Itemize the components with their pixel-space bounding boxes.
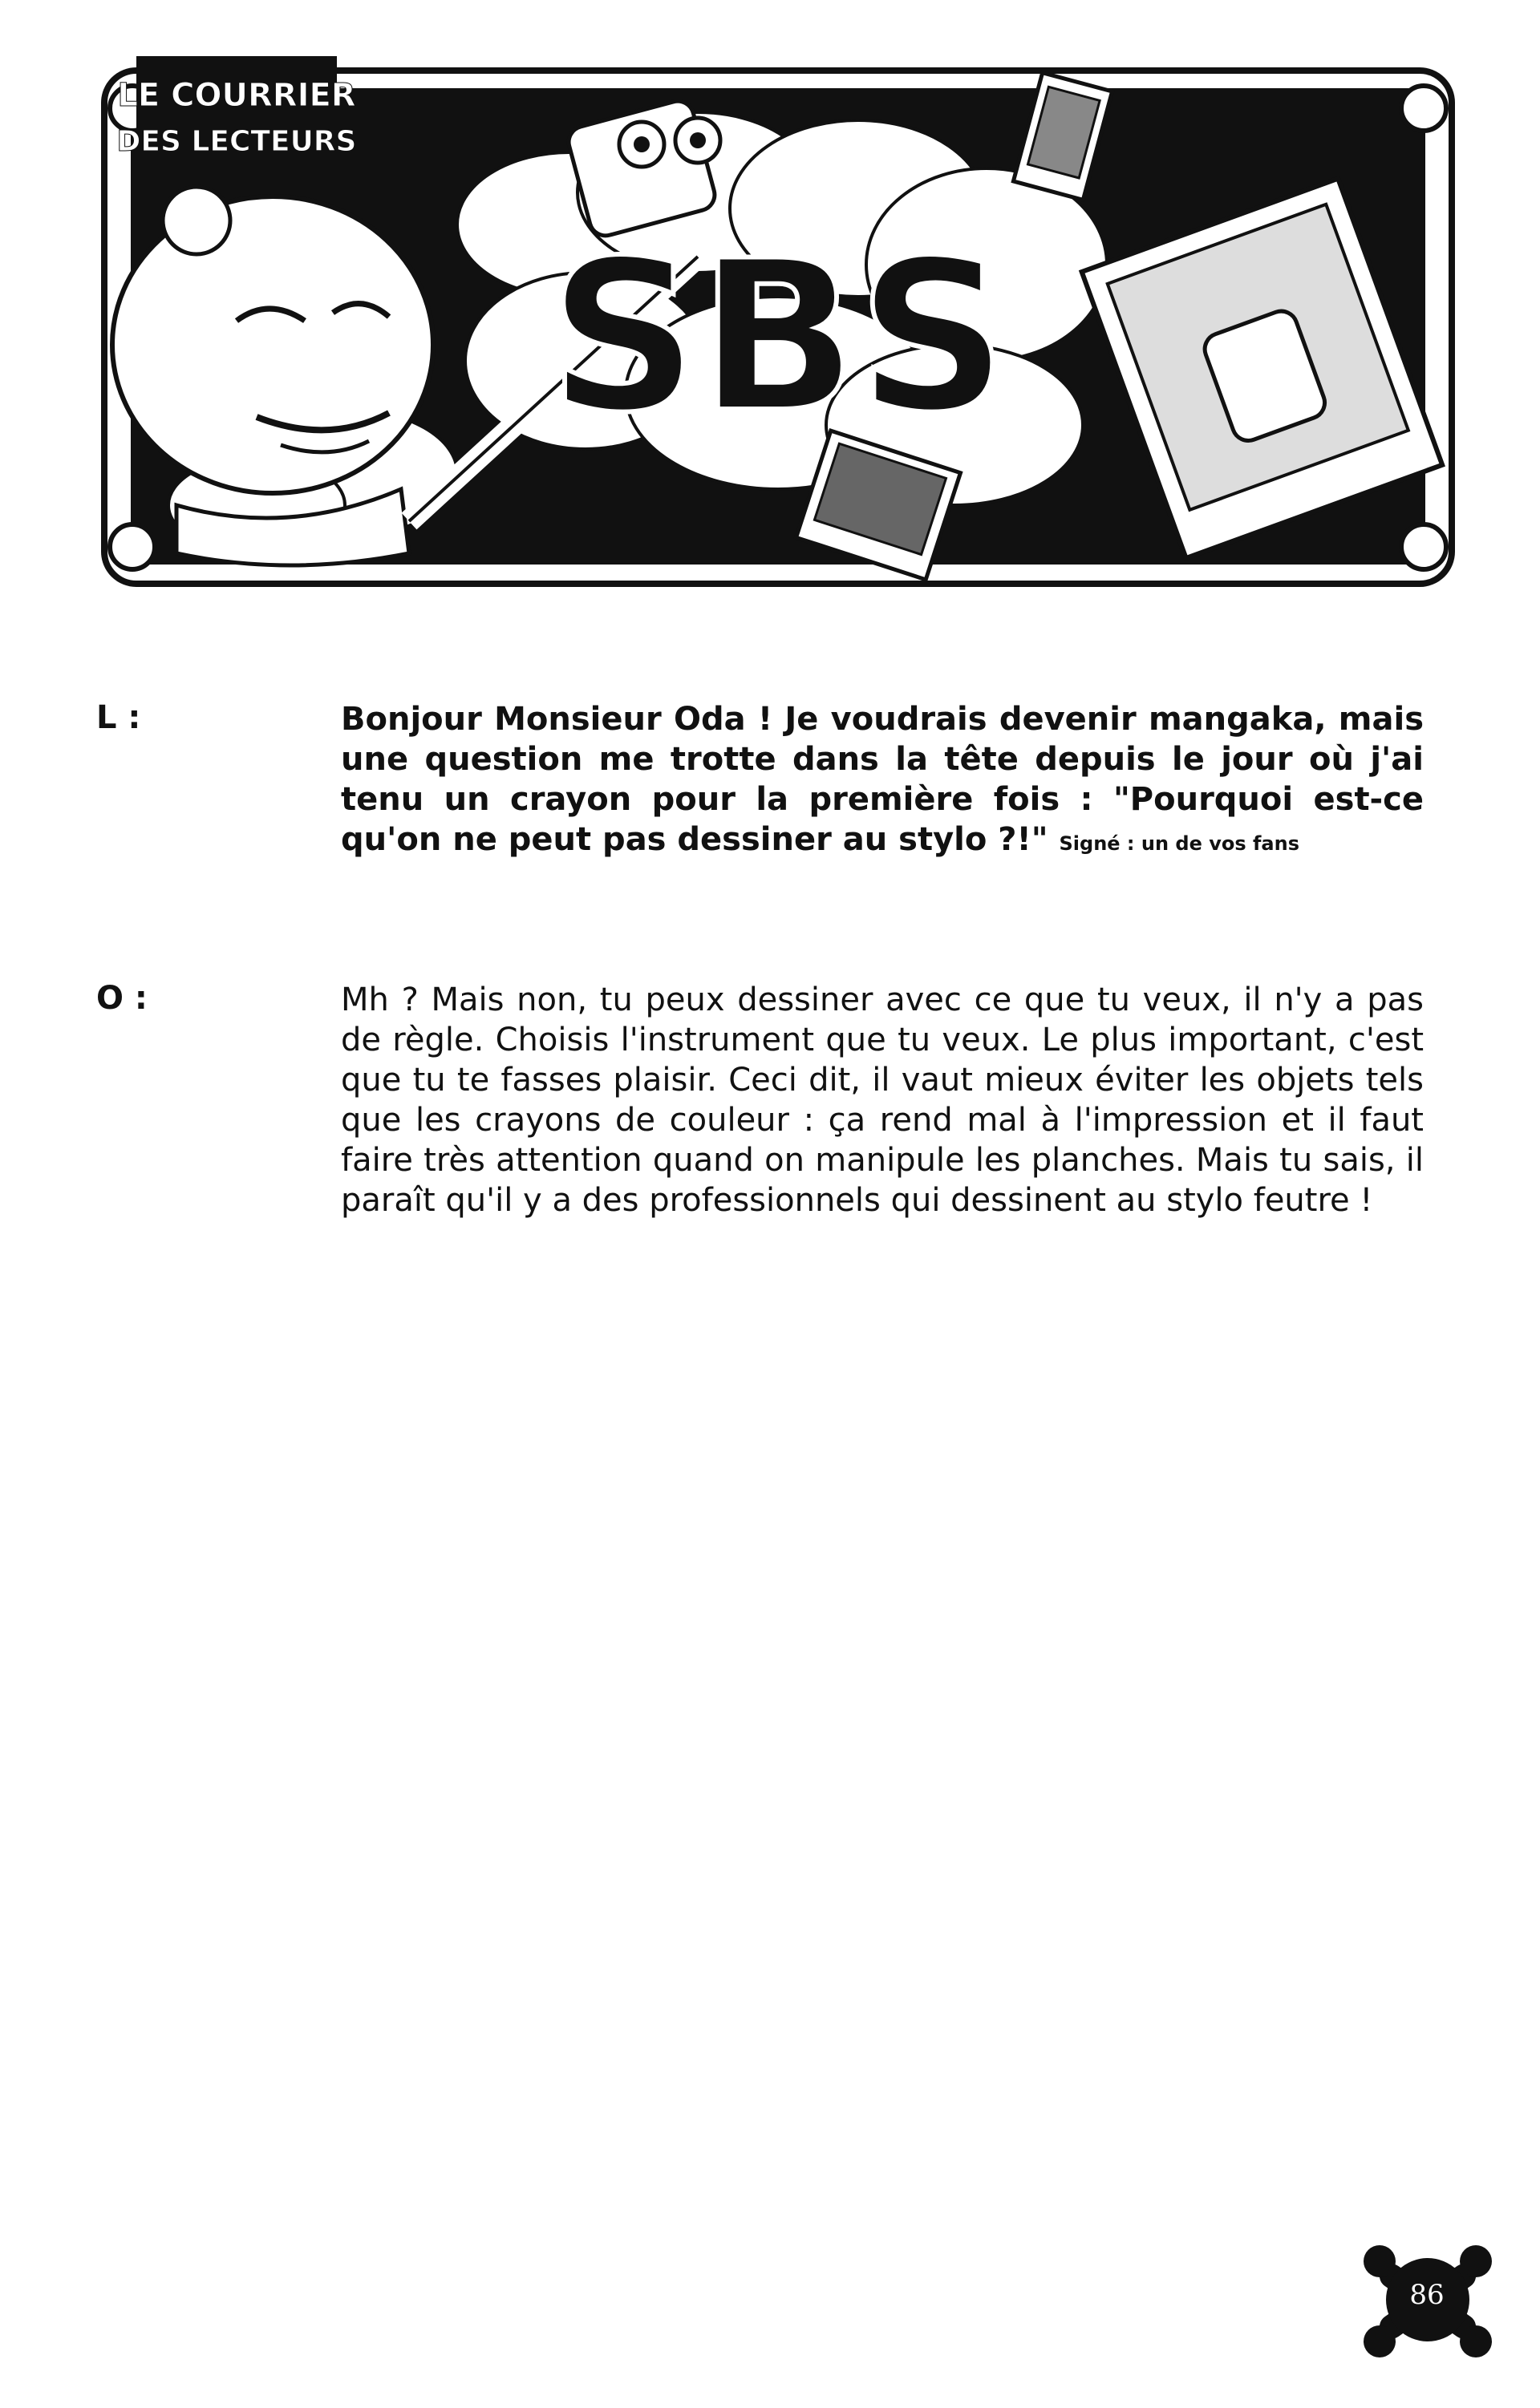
scroll-curl	[1401, 524, 1446, 569]
question-text	[341, 699, 1424, 864]
section-title	[117, 56, 357, 172]
question-speaker: L :	[96, 699, 141, 736]
scroll-curl	[110, 524, 155, 569]
title-line-1: LE COURRIER	[117, 77, 356, 114]
answer-speaker: O :	[96, 980, 148, 1017]
question-body: Bonjour Monsieur Oda ! Je voudrais devenir mangaka, mais une question me trotte dans la tête depuis le jour où j'ai tenu un crayon pour la première fois : "Pourquoi est-ce qu'on ne peut pas dessiner au stylo ?!"	[341, 701, 1424, 858]
question-signature: Signé : un de vos fans	[1059, 832, 1299, 855]
page-number: 86	[1409, 2279, 1445, 2311]
scroll-curl	[1401, 86, 1446, 131]
title-line-2: DES LECTEURS	[116, 125, 357, 158]
sbs-logo: SBS	[548, 217, 1008, 459]
answer-text: Mh ? Mais non, tu peux dessiner avec ce que tu veux, il n'y a pas de règle. Choisis l'instrument que tu veux. Le plus important, c'est que tu te fasses plaisir. Ceci dit, il vaut mieux éviter les objets tels que les crayons de couleur : ça rend mal à l'impression et il faut faire très attention quand on manipule les planches. Mais tu sais, il paraît qu'il y a des professionnels qui dessinent au stylo feutre !	[341, 981, 1424, 1219]
sbs-banner	[88, 56, 1468, 617]
